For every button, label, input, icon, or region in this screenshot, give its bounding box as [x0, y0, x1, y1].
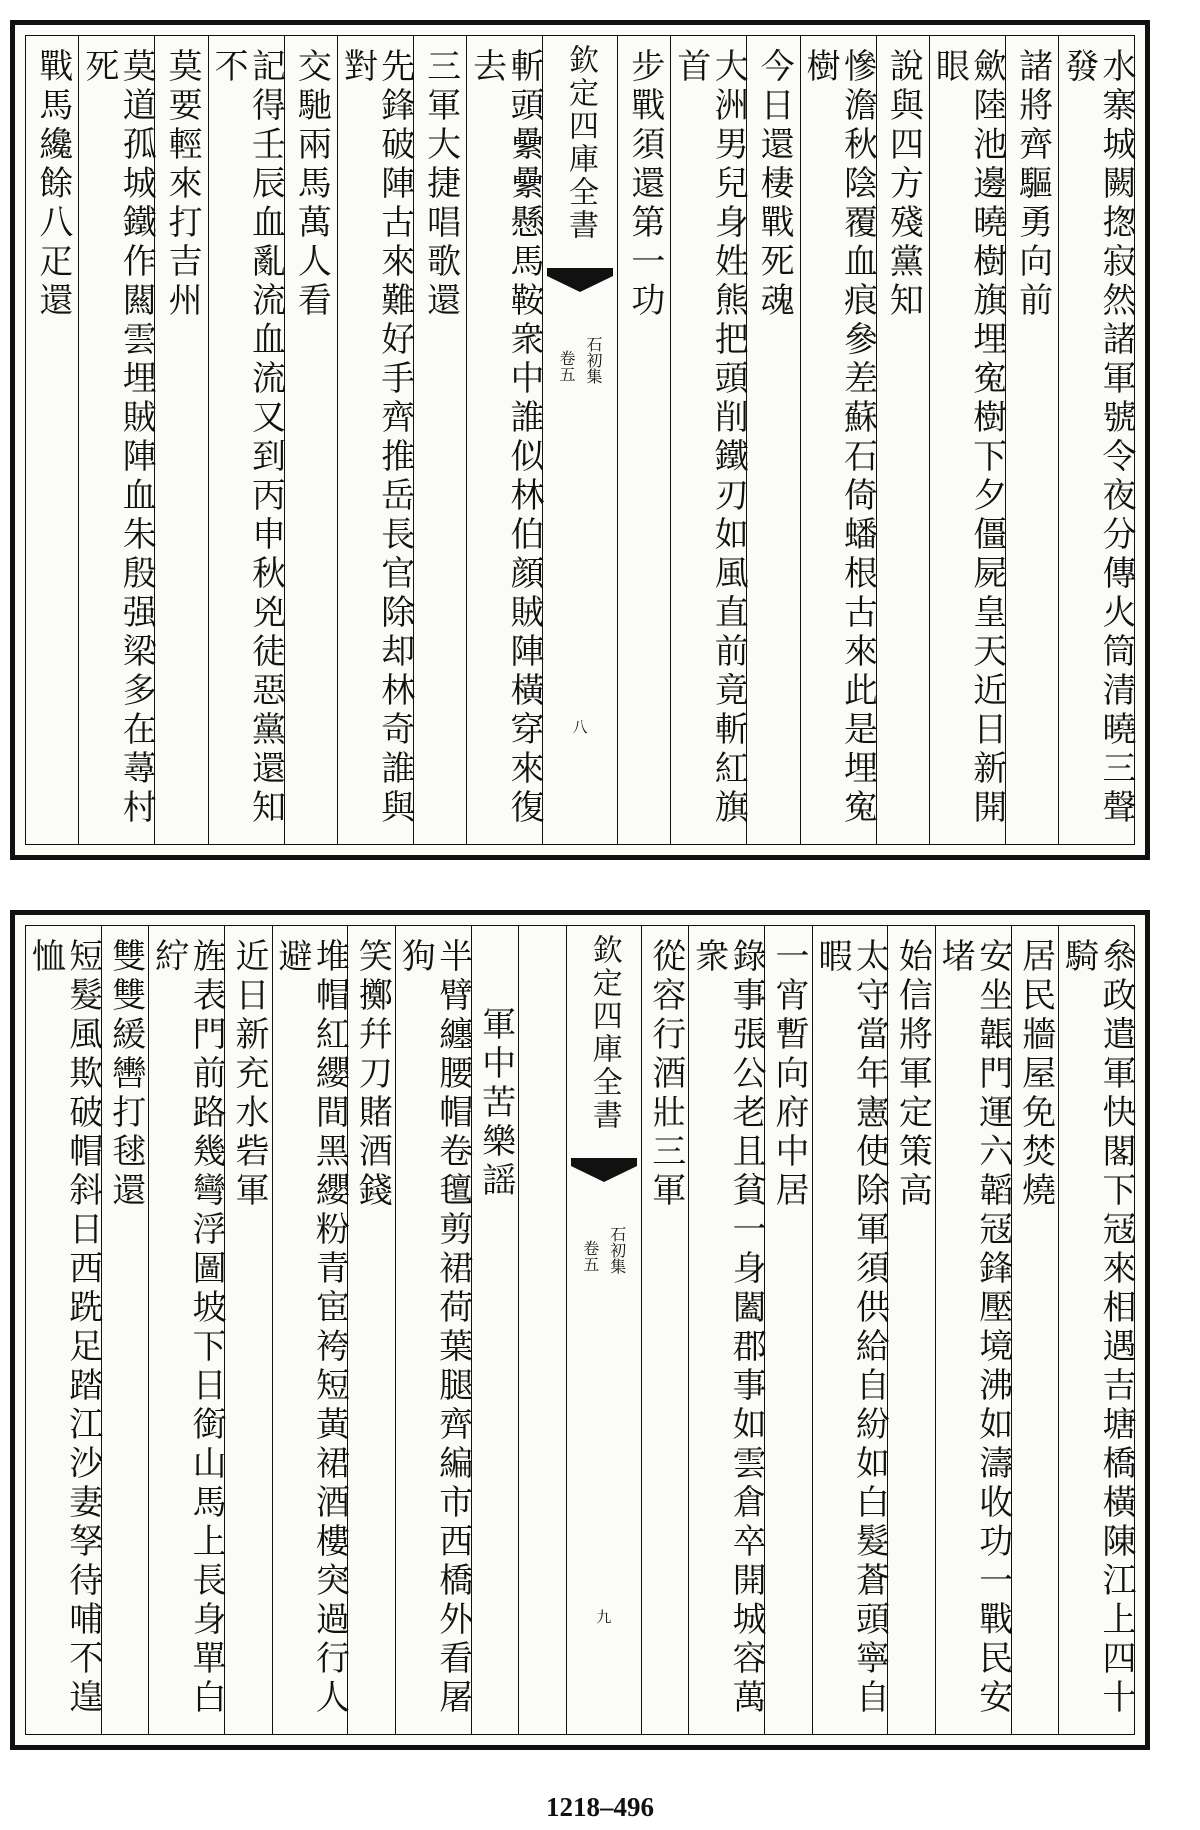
bottom-page	[10, 910, 1150, 1750]
text-column	[518, 926, 566, 1734]
text-column	[670, 36, 749, 844]
column-text: 水寨城闕揔寂然諸軍號令夜分傳火筒清曉三聲發	[1058, 48, 1136, 828]
text-column	[812, 926, 888, 1734]
column-text: 雙雙緩轡打毬還	[105, 938, 146, 1211]
text-column	[413, 36, 466, 844]
fish-tail-mark-icon	[571, 1158, 637, 1182]
poem-title-column	[471, 926, 519, 1734]
column-text: 居民牆屋免焚燒	[1015, 938, 1056, 1211]
bottom-page-grid	[25, 925, 1135, 1735]
column-text: 大洲男兒身姓熊把頭削鐵刃如風直前竟斬紅旗首	[670, 48, 749, 828]
column-text: 先鋒破陣古來難好手齊推岳長官除却林奇誰與對	[337, 48, 415, 828]
text-column	[78, 36, 157, 844]
volume-number: 卷五	[557, 350, 576, 382]
text-column	[935, 926, 1011, 1734]
top-page	[10, 20, 1150, 860]
column-text: 近日新充水砦軍	[229, 938, 270, 1211]
text-column	[26, 36, 78, 844]
collection-name: 石初集	[607, 1226, 627, 1274]
text-column	[272, 926, 348, 1734]
text-column	[929, 36, 1005, 844]
text-column	[1058, 926, 1134, 1734]
text-column	[641, 926, 689, 1734]
column-text: 始信將軍定策高	[892, 938, 933, 1211]
text-column	[876, 36, 929, 844]
page-number: 八	[570, 719, 589, 734]
fish-tail-icon	[571, 1166, 637, 1186]
column-text: 半臂纏腰帽卷氊剪裙荷葉腿齊編市西橋外看屠狗	[395, 938, 473, 1718]
column-text: 三軍大捷唱歌還	[420, 48, 461, 321]
column-text: 歛陸池邊曉樹旗埋寃樹下夕僵屍皇天近日新開眼	[929, 48, 1007, 828]
center-banner	[542, 36, 617, 844]
text-column	[26, 926, 101, 1734]
text-column	[154, 36, 207, 844]
column-text: 一宵暫向府中居	[769, 938, 810, 1211]
text-column	[337, 36, 413, 844]
column-text: 諸將齊驅勇向前	[1012, 48, 1053, 321]
column-text: 短髮風欺破帽斜日西跣足踏江沙妻孥待哺不遑恤	[25, 938, 103, 1718]
fish-tail-mark-icon	[547, 268, 613, 292]
collection-name: 石初集	[584, 336, 603, 384]
text-column	[746, 36, 799, 844]
text-column	[1058, 36, 1134, 844]
fish-tail-icon	[547, 276, 613, 296]
footer-page-code: 1218–496	[546, 1792, 654, 1822]
column-text: 安坐韔門運六韜冦鋒壓境沸如濤收功一戰民安堵	[935, 938, 1013, 1718]
column-text: 從容行酒壯三軍	[645, 938, 686, 1211]
column-text: 慘澹秋陰覆血痕參差蘇石倚蟠根古來此是埋寃樹	[800, 48, 878, 828]
text-column	[764, 926, 812, 1734]
text-column	[224, 926, 272, 1734]
poem-title: 軍中苦樂謡	[475, 1006, 516, 1201]
column-text: 莫道孤城鐵作闗雲埋賊陣血朱殷强梁多在蕁村死	[78, 48, 157, 828]
column-text: 戰馬纔餘八疋還	[32, 48, 73, 321]
top-page-grid	[25, 35, 1135, 845]
library-title: 欽定四庫全書	[586, 934, 622, 1132]
column-text: 叅政遣軍快閣下冦來相遇吉塘橋橫陳江上四十騎	[1058, 938, 1136, 1718]
text-column	[284, 36, 337, 844]
column-text: 堆帽紅纓間黑纓粉青宦袴短黃裙酒樓突過行人避	[271, 938, 350, 1718]
text-column	[148, 926, 227, 1734]
column-text: 錄事張公老且貧一身闔郡事如雲倉卒開城容萬衆	[688, 938, 767, 1718]
column-text: 笑擲幷刀賭酒錢	[352, 938, 393, 1211]
text-column	[101, 926, 149, 1734]
text-column	[347, 926, 395, 1734]
column-text: 說與四方殘黨知	[883, 48, 924, 321]
text-column	[208, 36, 284, 844]
text-column	[800, 36, 876, 844]
page-number: 九	[594, 1609, 613, 1624]
center-banner	[566, 926, 641, 1734]
column-text: 記得壬辰血亂流血流又到丙申秋兇徒惡黨還知不	[208, 48, 286, 828]
column-text: 斬頭纍纍懸馬鞍衆中誰似林伯顔賊陣橫穿來復去	[466, 48, 544, 828]
column-text: 莫要輕來打吉州	[162, 48, 203, 321]
text-column	[688, 926, 767, 1734]
text-column	[1005, 36, 1058, 844]
text-column	[617, 36, 670, 844]
volume-number: 卷五	[580, 1240, 600, 1272]
text-column	[466, 36, 542, 844]
column-text: 太守當年憲使除軍須供給自紛如白髮蒼頭寧自暇	[811, 938, 890, 1718]
column-text: 交馳兩馬萬人看	[291, 48, 332, 321]
library-title: 欽定四庫全書	[563, 44, 598, 242]
text-column	[1011, 926, 1059, 1734]
text-column	[395, 926, 471, 1734]
column-text: 今日還棲戰死魂	[754, 48, 795, 321]
column-text: 旌表門前路幾彎浮圖坡下日銜山馬上長身單白紵	[148, 938, 227, 1718]
text-column	[887, 926, 935, 1734]
column-text: 步戰須還第一功	[624, 48, 665, 321]
